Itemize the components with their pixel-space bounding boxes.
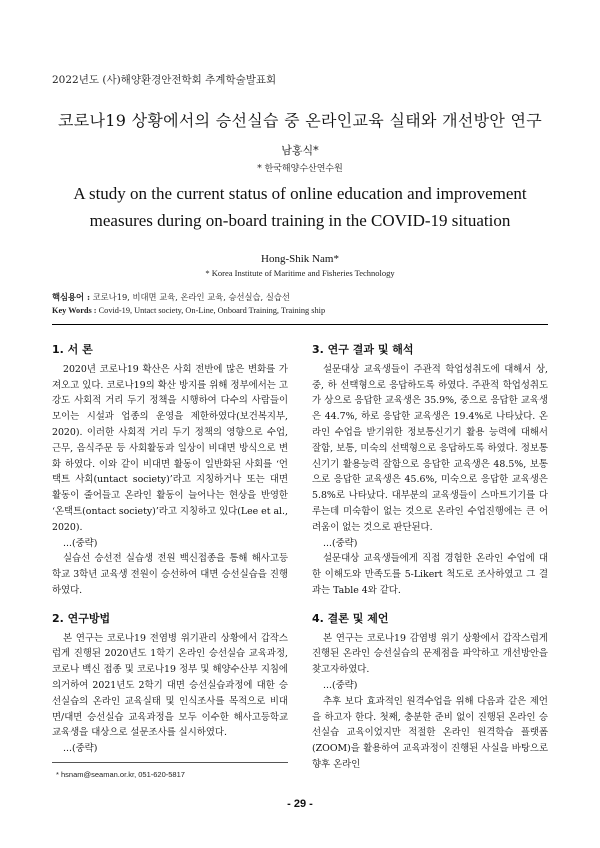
method-omitted-note: ...(중략)	[63, 743, 98, 755]
author-korean: 남홍식*	[281, 144, 319, 157]
results-paragraph-2: 설문대상 교육생들에게 직접 경험한 온라인 수업에 대한 이해도와 만족도를 5-Likert 척도로 조사하였고 그 결과는 Table 4와 같다.	[312, 553, 548, 596]
conference-header: 2022년도 (사)해양환경안전학회 추계학술발표회	[52, 74, 277, 86]
conclusion-paragraph-2: 추후 보다 효과적인 원격수업을 위해 다음과 같은 제언을 하고자 한다. 첫째, 충분한 준비 없이 진행된 온라인 승선실습 교육이었지만 적절한 온라인 원격학습 플랫폼(ZOOM)을 활용하여 교육과정이 진행된 사실을 바탕으로 향후 온라인	[312, 695, 548, 770]
keywords-english-label: Key Words :	[52, 306, 97, 315]
section-introduction-heading: 1. 서 론	[52, 343, 93, 356]
section-results-heading: 3. 연구 결과 및 해석	[312, 343, 414, 356]
introduction-omitted-note: ...(중략)	[63, 537, 98, 549]
keywords-english-text: Covid-19, Untact society, On-Line, Onboard Training, Training ship	[96, 306, 326, 315]
conclusion-omitted-note: ...(중략)	[323, 679, 358, 691]
conclusion-paragraph-1: 본 연구는 코로나19 감염병 위기 상황에서 갑작스럽게 진행된 온라인 승선실습의 문제점을 파악하고 개선방안을 찾고자하였다.	[312, 632, 548, 676]
results-omitted-note: ...(중략)	[323, 537, 358, 549]
author-english: Hong-Shik Nam*	[261, 253, 339, 265]
affiliation-english: * Korea Institute of Maritime and Fisheries Technology	[205, 268, 395, 278]
keywords-korean	[52, 291, 290, 303]
introduction-paragraph-2: 실습선 승선전 실습생 전원 백신접종을 통해 해사고등학교 3학년 교육생 전원이 승선하여 대면 승선실습을 진행하였다.	[52, 553, 288, 596]
footnote-contact: * hsnam@seaman.or.kr, 051-620-5817	[56, 770, 185, 779]
keywords-korean-text: 코로나19, 비대면 교육, 온라인 교육, 승선실습, 실습선	[90, 292, 290, 302]
section-method-heading: 2. 연구방법	[52, 611, 111, 625]
method-paragraph-1: 본 연구는 코로나19 전염병 위기관리 상황에서 갑작스럽게 진행된 2020년도 1학기 온라인 승선실습 교육과정, 코로나 백신 접종 및 코로나19 정부 및 해양수산부 지침에 의거하여 2021년도 2학기 대면 승선실습과정에 대한 승선실습의 온라인 교육실태 및 인식조사를 목적으로 비대면/대면 승선실습 교육과정을 모두 이수한 해사고등학교 교육생을 대상으로 설문조사를 실시하였다.	[52, 632, 288, 739]
paper-title-english: A study on the current status of online education and improvement measures during on-board training in the COVID-19 situation	[73, 184, 527, 230]
keywords-english	[52, 306, 325, 315]
right-column	[312, 342, 548, 773]
page-number: - 29 -	[287, 798, 313, 810]
section-conclusion-heading: 4. 결론 및 제언	[312, 611, 389, 625]
left-column	[52, 342, 288, 757]
footnote-divider	[52, 762, 288, 763]
paper-title-korean: 코로나19 상황에서의 승선실습 중 온라인교육 실태와 개선방안 연구	[57, 111, 543, 130]
affiliation-korean: * 한국해양수산연수원	[257, 164, 343, 174]
results-paragraph-1: 설문대상 교육생들이 주관적 학업성취도에 대해서 상, 중, 하 선택형으로 응답하도록 하였다. 주관적 학업성취도가 상으로 응답한 교육생은 35.9%, 중으로 응답한 교육생은 44.7%, 하로 응답한 교육생은 19.4%로 나타났다. 온라인 수업을 받기위한 정보통신기기 활용 능력에 대해서 잘함, 보통, 미숙의 선택형으로 응답하도록 하였다. 정보통신기기 활용능력 잘함으로 응답한 교육생은 48.5%, 보통으로 응답한 교육생은 45.6%, 미숙으로 응답한 교육생은 5.8%로 나타났다. 대부분의 교육생들이 스마트기기를 다루는데 미숙함이 없는 것으로 온라인 수업진행에는 큰 어려움이 없는 것으로 판단된다.	[312, 363, 548, 533]
keywords-korean-label: 핵심용어 :	[52, 292, 91, 302]
header-divider	[52, 324, 548, 325]
introduction-paragraph-1: 2020년 코로나19 확산은 사회 전반에 많은 변화를 가져오고 있다. 코로나19의 확산 방지를 위해 정부에서는 고강도 사회적 거리 두기 정책을 시행하여 다수의 사람들이 모이는 시설과 업종의 운영을 제한하였다(보건복지부, 2020). 이러한 사회적 거리 두기 정책의 영향으로 수업, 근무, 음식주문 등 사회활동과 일상이 비대면 방식으로 변화 하였다. 이와 같이 비대면 활동이 일반화된 사회를 ‘언택트 사회(untact society)’라고 지칭하거나 또는 대면 활동이 줄어들고 온라인 활동이 늘어나는 현상을 반영한 ‘온택트(ontact society)’라고 지칭하고 있다(Lee et al., 2020).	[52, 363, 289, 533]
